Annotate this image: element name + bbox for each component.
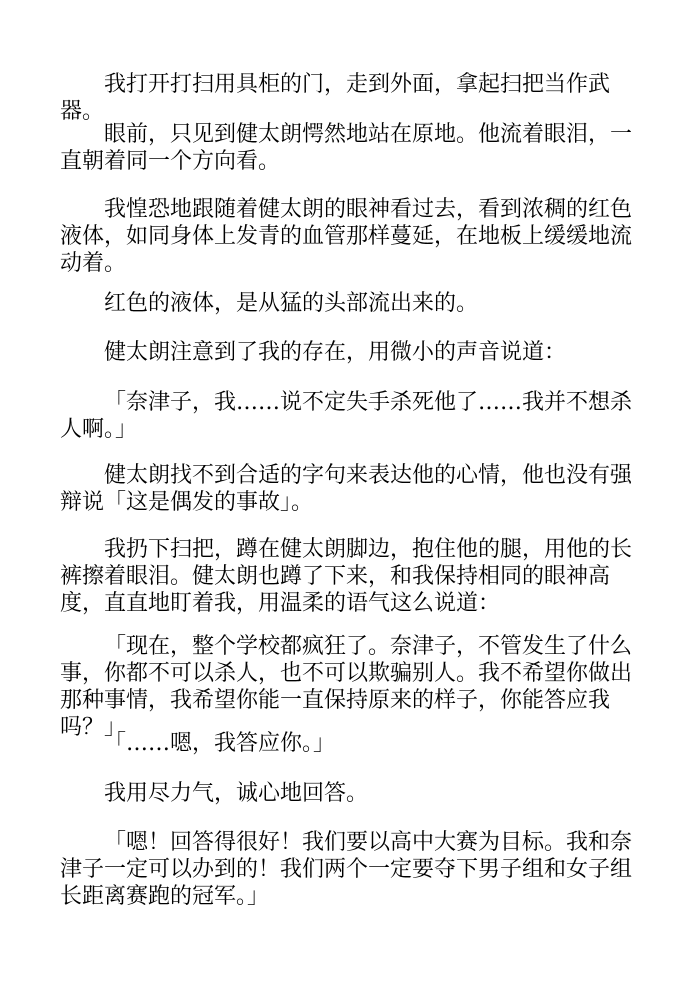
paragraph-1: 我打开打扫用具柜的门，走到外面，拿起扫把当作武器。 — [60, 72, 611, 124]
paragraph-8: 我扔下扫把，蹲在健太朗脚边，抱住他的腿，用他的长裤擦着眼泪。健太朗也蹲了下来，和我保持相同的眼神高度，直直地盯着我，用温柔的语气这么说道： — [60, 537, 633, 616]
paragraph-11: 我用尽力气，诚心地回答。 — [104, 781, 369, 806]
paragraph-10: 「……嗯，我答应你。」 — [104, 731, 336, 756]
paragraph-5: 健太朗注意到了我的存在，用微小的声音说道： — [104, 340, 567, 365]
paragraph-2: 眼前，只见到健太朗愕然地站在原地。他流着眼泪，一直朝着同一个方向看。 — [60, 122, 633, 174]
paragraph-3: 我惶恐地跟随着健太朗的眼神看过去，看到浓稠的红色液体，如同身体上发青的血管那样蔓延，在地板上缓缓地流动着。 — [60, 197, 633, 276]
paragraph-12: 「嗯！回答得很好！我们要以高中大赛为目标。我和奈津子一定可以办到的！我们两个一定要夺下男子组和女子组长距离赛跑的冠军。」 — [60, 830, 633, 909]
paragraph-7: 健太朗找不到合适的字句来表达他的心情，他也没有强辩说「这是偶发的事故」。 — [60, 463, 633, 515]
paragraph-6: 「奈津子，我……说不定失手杀死他了……我并不想杀人啊。」 — [60, 390, 633, 442]
paragraph-4: 红色的液体，是从猛的头部流出来的。 — [104, 291, 479, 316]
paragraph-9: 「现在，整个学校都疯狂了。奈津子，不管发生了什么事，你都不可以杀人，也不可以欺骗别人。我不希望你做出那种事情，我希望你能一直保持原来的样子，你能答应我吗？」 — [60, 634, 633, 740]
